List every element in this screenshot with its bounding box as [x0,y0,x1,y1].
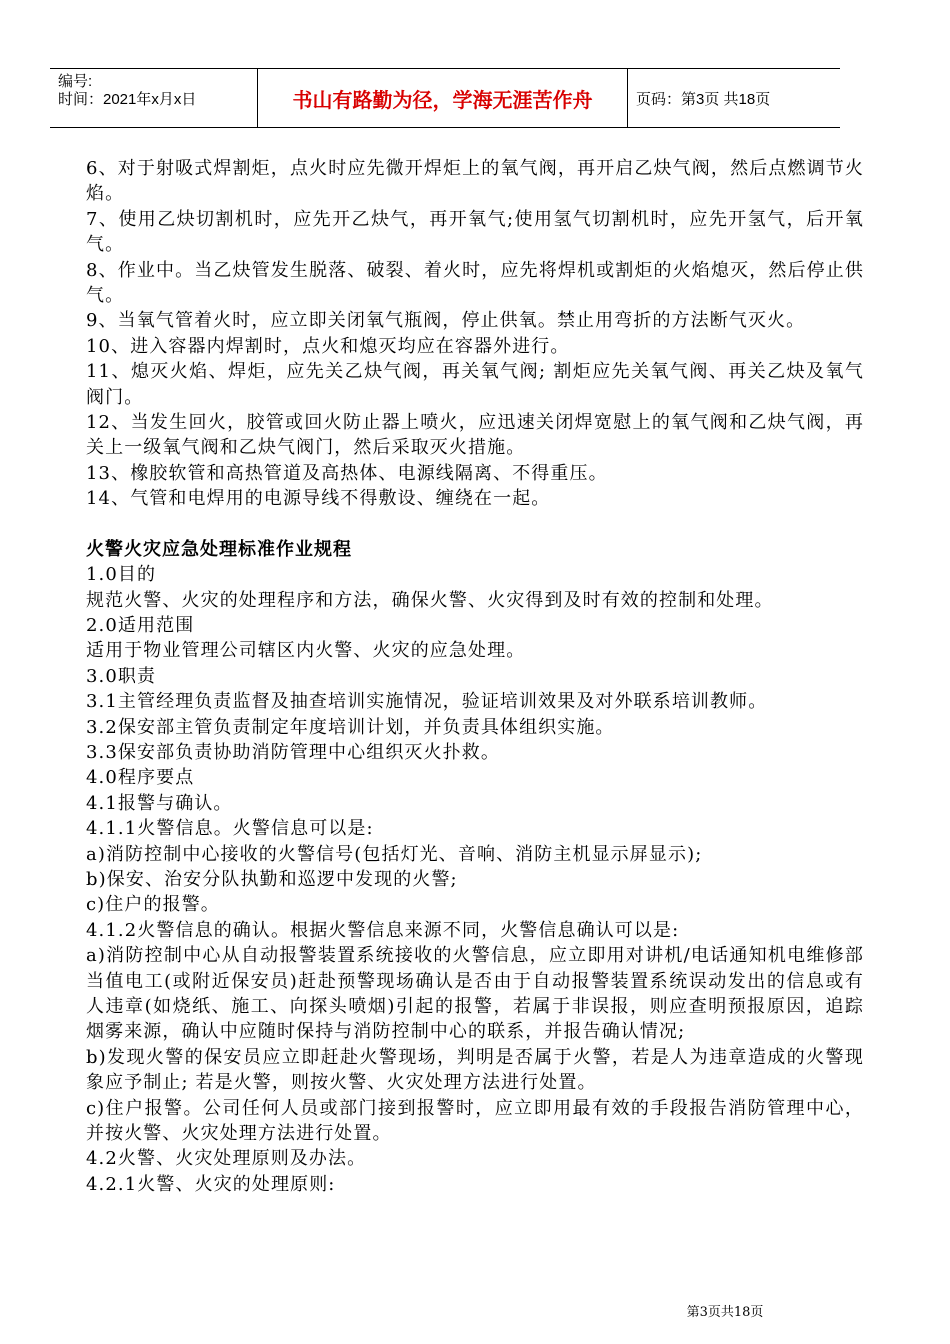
header-motto: 书山有路勤为径，学海无涯苦作舟 [258,69,628,127]
paragraph: 6、对于射吸式焊割炬，点火时应先微开焊炬上的氧气阀，再开启乙炔气阀，然后点燃调节火焰。 [86,158,864,205]
section-line: 适用于物业管理公司辖区内火警、火灾的应急处理。 [86,640,526,662]
section-line: b)发现火警的保安员应立即赶赴火警现场，判明是否属于火警，若是人为违章造成的火警现象应予制止; 若是火警，则按火警、火灾处理方法进行处置。 [86,1046,864,1094]
section-line: 规范火警、火灾的处理程序和方法，确保火警、火灾得到及时有效的控制和处理。 [86,589,774,611]
section-title: 火警火灾应急处理标准作业规程 [86,538,352,560]
section-line: 4.2火警、火灾处理原则及办法。 [86,1148,367,1170]
page-header [50,68,840,128]
document-time-label: 时间：2021年x月x日 [58,91,197,108]
section-line: 3.3保安部负责协助消防管理中心组织灭火扑救。 [86,741,500,763]
section-line: 4.0程序要点 [86,767,195,789]
paragraph: 8、作业中。当乙炔管发生脱落、破裂、着火时，应先将焊机或割炬的火焰熄灭，然后停止供气。 [86,259,864,307]
section-line: 3.1主管经理负责监督及抽查培训实施情况，验证培训效果及对外联系培训教师。 [86,691,768,713]
section-line: 4.1.1火警信息。火警信息可以是: [86,818,374,840]
paragraph: 10、进入容器内焊割时，点火和熄灭均应在容器外进行。 [86,335,570,357]
document-number-label: 编号: [58,73,93,90]
section-line: b)保安、治安分队执勤和巡逻中发现的火警; [86,868,458,890]
section-line: a)消防控制中心从自动报警装置系统接收的火警信息，应立即用对讲机/电话通知机电维修部当值电工(或附近保安员)赶赴预警现场确认是否由于自动报警装置系统误动发出的信息或有人违章(如烧纸、施工、向探头喷烟)引起的报警，若属于非误报，则应查明预报原因，追踪烟雾来源，确认中应随时保持与消防控制中心的联系，并报告确认情况; [86,945,864,1043]
paragraph: 14、气管和电焊用的电源导线不得敷设、缠绕在一起。 [86,488,551,510]
section-line: 1.0目的 [86,564,157,586]
paragraph: 7、使用乙炔切割机时，应先开乙炔气，再开氧气;使用氢气切割机时，应先开氢气，后开氧气。 [86,208,864,256]
document-body [86,156,864,1197]
footer-page-number: 第3页共18页 [686,1305,764,1320]
section-line: 3.0职责 [86,665,157,687]
header-meta [50,69,258,127]
paragraph: 11、熄灭火焰、焊炬，应先关乙炔气阀，再关氧气阀; 割炬应先关氧气阀、再关乙炔及氧气阀门。 [86,361,864,408]
section-line: 4.1.2火警信息的确认。根据火警信息来源不同，火警信息确认可以是: [86,919,680,941]
section-line: 2.0适用范围 [86,614,195,636]
section-line: 4.2.1火警、火灾的处理原则: [86,1173,336,1195]
page-footer [0,1301,950,1320]
paragraph: 13、橡胶软管和高热管道及高热体、电源线隔离、不得重压。 [86,462,608,484]
section-line: 3.2保安部主管负责制定年度培训计划，并负责具体组织实施。 [86,716,615,738]
paragraph: 9、当氧气管着火时，应立即关闭氧气瓶阀，停止供氧。禁止用弯折的方法断气灭火。 [86,310,806,332]
section-line: c)住户报警。公司任何人员或部门接到报警时，应立即用最有效的手段报告消防管理中心，并按火警、火灾处理方法进行处置。 [86,1097,864,1145]
section-line: c)住户的报警。 [86,894,220,916]
section-line: 4.1报警与确认。 [86,792,233,814]
section-line: a)消防控制中心接收的火警信号(包括灯光、音响、消防主机显示屏显示); [86,843,703,865]
paragraph: 12、当发生回火，胶管或回火防止器上喷火，应迅速关闭焊宽慰上的氧气阀和乙炔气阀，再关上一级氧气阀和乙炔气阀门，然后采取灭火措施。 [86,412,864,459]
header-page-number: 页码：第3页 共18页 [636,90,771,108]
